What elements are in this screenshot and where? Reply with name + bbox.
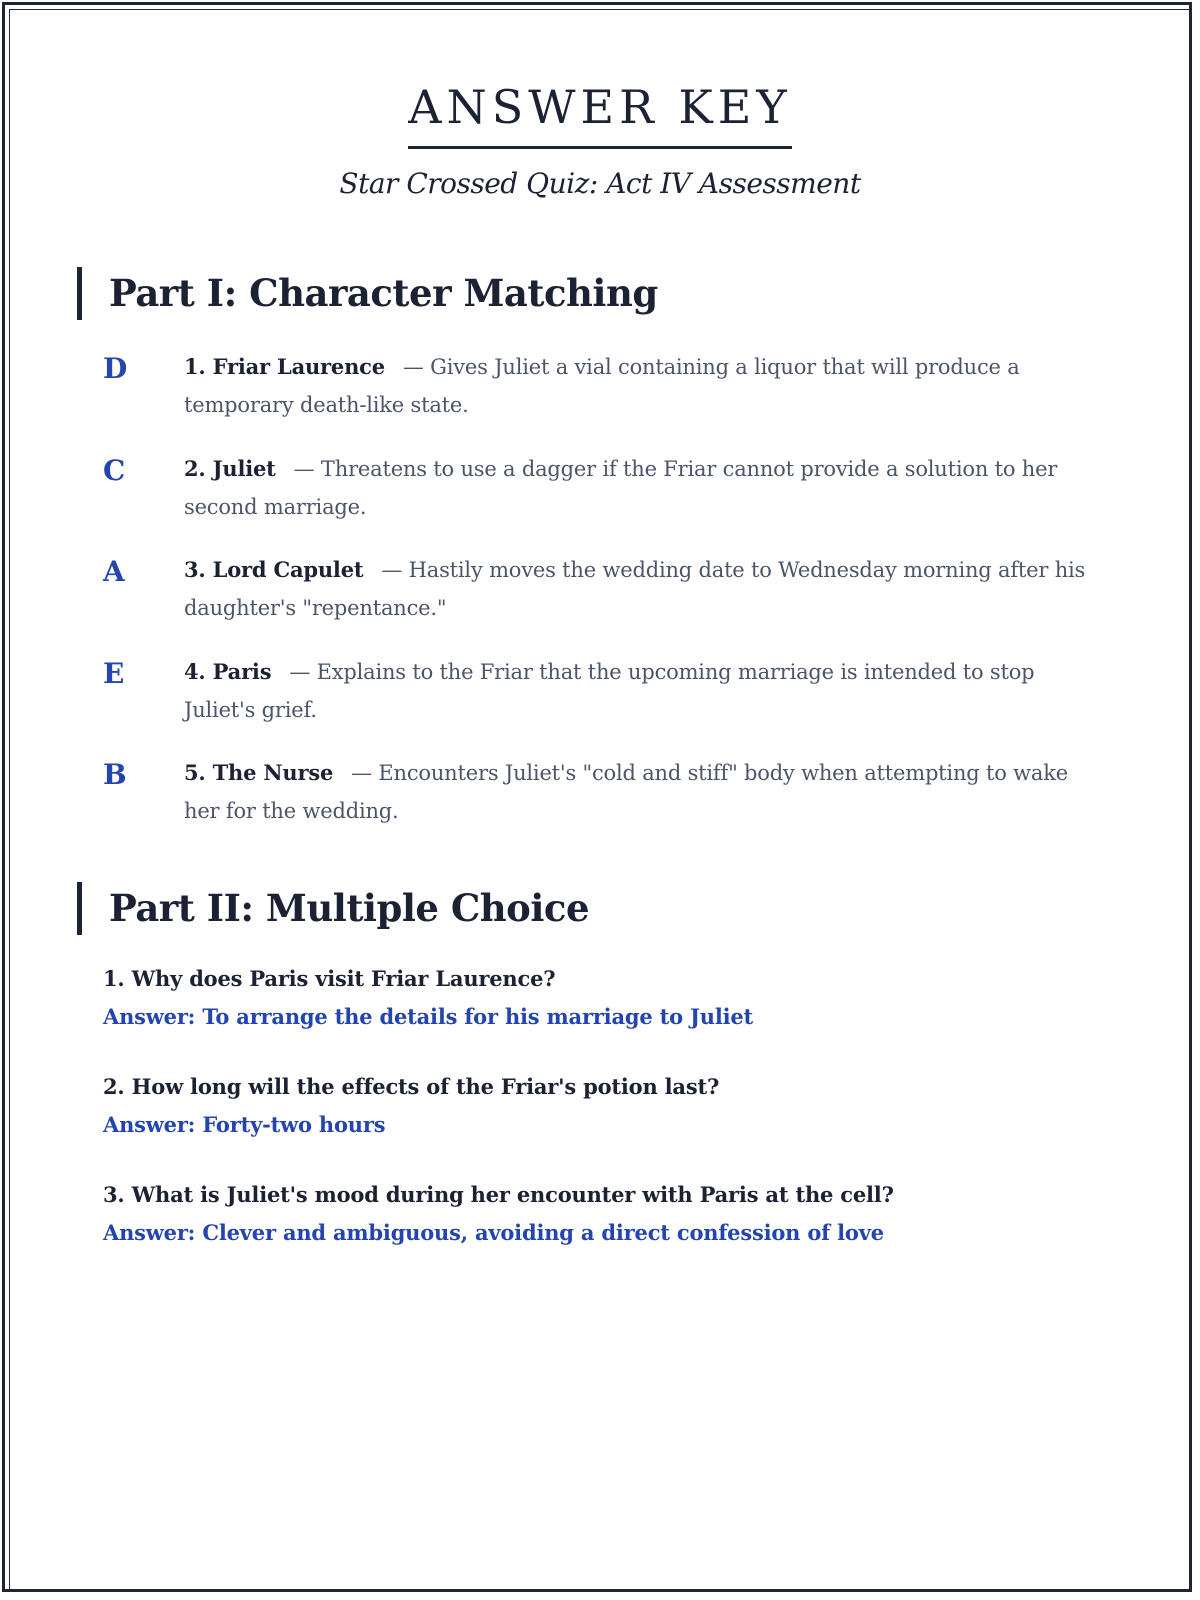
character-description: — Gives Juliet a vial containing a liquor that will produce a temporary death-like state. (184, 355, 1020, 417)
multiple-choice-list (103, 960, 1113, 1284)
character-name: 5. The Nurse (184, 760, 334, 785)
character-description: — Threatens to use a dagger if the Friar cannot provide a solution to her second marriage. (184, 456, 1058, 519)
list-item (103, 1068, 1113, 1176)
match-statement (184, 450, 1104, 526)
list-item (103, 348, 1113, 450)
answer-text: Answer: Forty-two hours (103, 1112, 386, 1137)
match-statement (184, 754, 1104, 830)
character-description: — Hastily moves the wedding date to Wednesday morning after his daughter's "repentance." (184, 558, 1086, 620)
page-subtitle: Star Crossed Quiz: Act IV Assessment (339, 167, 861, 200)
list-item (103, 960, 1113, 1068)
list-item (103, 551, 1113, 653)
list-item (103, 754, 1113, 856)
answer-letter: B (103, 758, 127, 791)
page-title: ANSWER KEY (408, 78, 791, 149)
answer-text: Answer: Clever and ambiguous, avoiding a direct confession of love (103, 1220, 884, 1245)
section-heading-part1: Part I: Character Matching (77, 267, 658, 320)
answer-letter: E (103, 656, 125, 690)
character-name: 3. Lord Capulet (184, 557, 364, 582)
answer-letter: D (103, 352, 128, 385)
character-name: 4. Paris (184, 658, 272, 684)
section-heading-part2: Part II: Multiple Choice (77, 882, 589, 935)
match-statement (184, 653, 1104, 729)
match-statement (184, 348, 1104, 424)
answer-letter: A (103, 555, 125, 588)
list-item (103, 653, 1113, 755)
match-statement (184, 551, 1104, 627)
page-header (0, 78, 1200, 200)
question-text: 1. Why does Paris visit Friar Laurence? (103, 966, 556, 991)
answer-text: Answer: To arrange the details for his marriage to Juliet (103, 1004, 754, 1029)
character-matching-list (103, 348, 1113, 856)
character-name: 1. Friar Laurence (184, 354, 385, 379)
character-description: — Encounters Juliet's "cold and stiff" body when attempting to wake her for the wedding. (184, 761, 1068, 823)
character-name: 2. Juliet (184, 455, 276, 481)
question-text: 3. What is Juliet's mood during her encounter with Paris at the cell? (103, 1182, 894, 1207)
character-description: — Explains to the Friar that the upcoming marriage is intended to stop Juliet's grief. (184, 659, 1035, 722)
question-text: 2. How long will the effects of the Friar's potion last? (103, 1074, 720, 1099)
answer-letter: C (103, 453, 126, 487)
list-item (103, 450, 1113, 552)
list-item (103, 1176, 1113, 1284)
